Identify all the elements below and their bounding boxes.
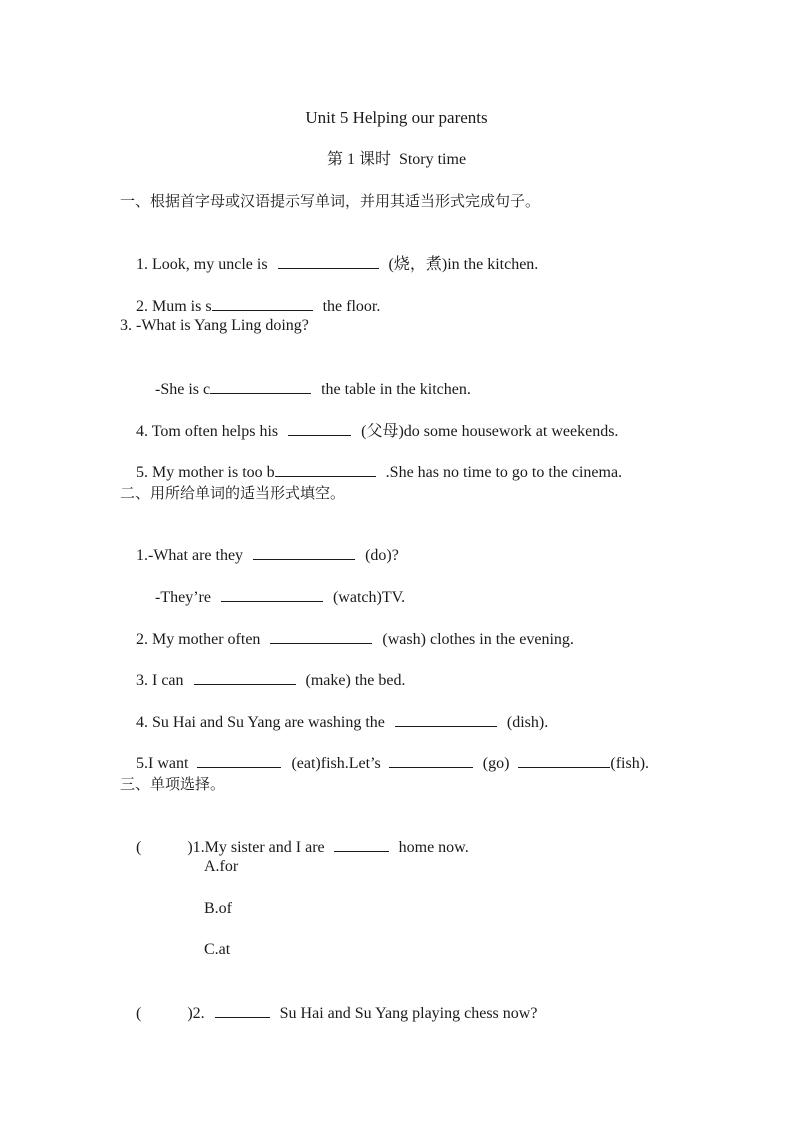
s3-q1-option-b: B.of (204, 900, 232, 917)
s1-question-1 (120, 233, 539, 273)
s1-q4-text-before: 4. Tom often helps his (136, 423, 279, 440)
s2-q3-blank[interactable] (194, 669, 296, 685)
s2-question-3 (120, 649, 406, 689)
s3-q2-blank[interactable] (215, 1002, 270, 1018)
s2-q1b-blank[interactable] (221, 586, 323, 602)
s2-question-4 (120, 691, 549, 731)
s3-q1-text-before: )1.My sister and I are (187, 839, 325, 856)
s2-q1a-text-after: (do)? (365, 547, 399, 564)
s2-question-5 (120, 732, 650, 772)
s2-q4-blank[interactable] (395, 711, 497, 727)
s1-q2-text-before: 2. Mum is s (136, 298, 212, 315)
s3-q1-open-paren: ( (136, 839, 142, 856)
s1-question-4 (120, 400, 619, 440)
page-subtitle: 第 1 课时 Story time (326, 151, 467, 168)
s2-q2-blank[interactable] (270, 628, 372, 644)
s2-q5-text-mid-2: (go) (482, 755, 510, 772)
s3-q1-blank[interactable] (334, 836, 389, 852)
s3-q1-option-c: C.at (204, 941, 231, 958)
s2-q3-text-after: (make) the bed. (305, 672, 406, 689)
s2-q5-blank-2[interactable] (389, 752, 473, 768)
s1-q3b-blank[interactable] (210, 378, 311, 394)
s2-q1a-text-before: 1.-What are they (136, 547, 244, 564)
s2-question-1b (139, 566, 406, 606)
s1-q1-text-after: (烧，煮)in the kitchen. (388, 256, 539, 273)
s2-q1b-text-after: (watch)TV. (332, 589, 406, 606)
s1-q2-blank[interactable] (212, 295, 313, 311)
section-1-heading: 一、根据首字母或汉语提示写单词，并用其适当形式完成句子。 (120, 192, 541, 210)
s3-q1-text-after: home now. (398, 839, 469, 856)
s2-q4-text-before: 4. Su Hai and Su Yang are washing the (136, 714, 385, 731)
s3-q2-text-before: )2. (187, 1005, 205, 1022)
s2-q5-text-after: (fish). (610, 755, 650, 772)
s1-question-2 (120, 275, 381, 315)
s1-question-3a: 3. -What is Yang Ling doing? (120, 317, 309, 334)
s1-q4-blank[interactable] (288, 420, 351, 436)
section-2-heading: 二、用所给单词的适当形式填空。 (120, 484, 346, 502)
section-3-heading: 三、单项选择。 (120, 775, 226, 793)
s2-q5-text-mid-1: (eat)fish.Let’s (291, 755, 381, 772)
s3-q2-text-after: Su Hai and Su Yang playing chess now? (279, 1005, 538, 1022)
s3-question-2 (120, 982, 538, 1022)
s2-q5-text-before: 5.I want (136, 755, 189, 772)
s1-question-3b (139, 358, 471, 398)
s1-q2-text-after: the floor. (322, 298, 381, 315)
s2-question-2 (120, 608, 574, 648)
s3-question-1 (120, 816, 469, 856)
s1-q1-blank[interactable] (278, 253, 379, 269)
s1-q1-text-before: 1. Look, my uncle is (136, 256, 268, 273)
s2-q2-text-before: 2. My mother often (136, 631, 261, 648)
s2-q3-text-before: 3. I can (136, 672, 184, 689)
s1-q3b-text-before: -She is c (155, 381, 211, 398)
s2-q5-blank-3[interactable] (518, 752, 610, 768)
s1-q5-text-after: .She has no time to go to the cinema. (385, 464, 623, 481)
s1-question-5 (120, 441, 623, 481)
s2-q5-blank-1[interactable] (197, 752, 281, 768)
s2-q1a-blank[interactable] (253, 544, 355, 560)
s1-q3b-text-after: the table in the kitchen. (321, 381, 471, 398)
s1-q4-text-after: (父母)do some housework at weekends. (361, 423, 619, 440)
s2-q2-text-after: (wash) clothes in the evening. (382, 631, 574, 648)
s2-q4-text-after: (dish). (506, 714, 549, 731)
s3-q1-option-a: A.for (204, 858, 239, 875)
s2-question-1a (120, 524, 399, 564)
page-title: Unit 5 Helping our parents (305, 108, 488, 127)
s2-q1b-text-before: -They’re (155, 589, 211, 606)
s1-q5-text-before: 5. My mother is too b (136, 464, 275, 481)
s1-q5-blank[interactable] (275, 461, 376, 477)
s3-q2-open-paren: ( (136, 1005, 142, 1022)
